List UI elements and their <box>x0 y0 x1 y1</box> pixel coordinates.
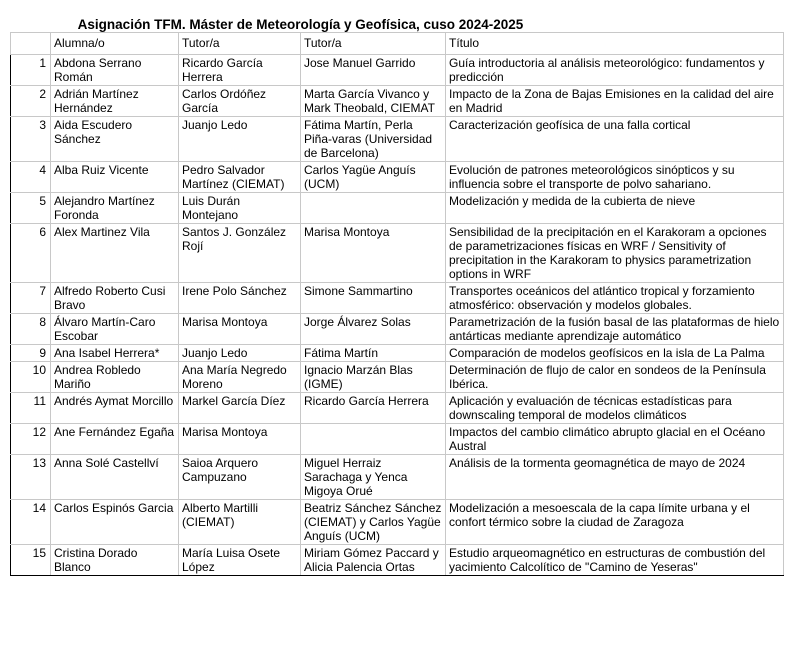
table-row <box>11 500 784 545</box>
thesis-title-cell: Comparación de modelos geofísicos en la isla de La Palma <box>446 345 784 362</box>
student-name-cell: Adrián Martínez Hernández <box>51 86 179 117</box>
student-name-cell: Carlos Espinós Garcia <box>51 500 179 545</box>
student-name-cell: Aida Escudero Sánchez <box>51 117 179 162</box>
tutor-2-cell <box>301 424 446 455</box>
table-row <box>11 345 784 362</box>
thesis-title-cell: Caracterización geofísica de una falla cortical <box>446 117 784 162</box>
student-name-cell: Alfredo Roberto Cusi Bravo <box>51 283 179 314</box>
student-name-cell: Abdona Serrano Román <box>51 55 179 86</box>
thesis-title-cell: Aplicación y evaluación de técnicas estadísticas para downscaling temporal de modelos climáticos <box>446 393 784 424</box>
table-row <box>11 55 784 86</box>
tutor-2-cell: Beatriz Sánchez Sánchez (CIEMAT) y Carlos Yagüe Anguís (UCM) <box>301 500 446 545</box>
header-cell-titulo: Título <box>446 33 784 55</box>
student-name-cell: Anna Solé Castellví <box>51 455 179 500</box>
tutor-2-cell: Marta García Vivanco y Mark Theobald, CIEMAT <box>301 86 446 117</box>
tutor-1-cell: Saioa Arquero Campuzano <box>179 455 301 500</box>
row-number-cell: 14 <box>11 500 51 545</box>
tutor-2-cell: Jorge Álvarez Solas <box>301 314 446 345</box>
student-name-cell: Andrea Robledo Mariño <box>51 362 179 393</box>
student-name-cell: Andrés Aymat Morcillo <box>51 393 179 424</box>
table-row <box>11 283 784 314</box>
tutor-1-cell: Juanjo Ledo <box>179 117 301 162</box>
tutor-2-cell: Fátima Martín, Perla Piña-varas (Universidad de Barcelona) <box>301 117 446 162</box>
tutor-1-cell: Irene Polo Sánchez <box>179 283 301 314</box>
tutor-1-cell: Carlos Ordóñez García <box>179 86 301 117</box>
thesis-title-cell: Sensibilidad de la precipitación en el Karakoram a opciones de parametrizaciones físicas en WRF / Sensitivity of precipitation in the Karakoram to physics parametrization options in WRF <box>446 224 784 283</box>
header-row <box>11 33 784 55</box>
tutor-2-cell: Miriam Gómez Paccard y Alicia Palencia Ortas <box>301 545 446 576</box>
header-cell-num <box>11 33 51 55</box>
tutor-1-cell: Markel García Díez <box>179 393 301 424</box>
student-name-cell: Alejandro Martínez Foronda <box>51 193 179 224</box>
table-row <box>11 224 784 283</box>
tutor-2-cell: Simone Sammartino <box>301 283 446 314</box>
thesis-title-cell: Parametrización de la fusión basal de las plataformas de hielo antárticas mediante aprendizaje automático <box>446 314 784 345</box>
tutor-1-cell: Ricardo García Herrera <box>179 55 301 86</box>
table-row <box>11 86 784 117</box>
table-row <box>11 455 784 500</box>
row-number-cell: 13 <box>11 455 51 500</box>
tutor-1-cell: Alberto Martilli (CIEMAT) <box>179 500 301 545</box>
student-name-cell: Alex Martinez Vila <box>51 224 179 283</box>
row-number-cell: 9 <box>11 345 51 362</box>
row-number-cell: 2 <box>11 86 51 117</box>
header-cell-tutor2: Tutor/a <box>301 33 446 55</box>
thesis-title-cell: Evolución de patrones meteorológicos sinópticos y su influencia sobre el transporte de polvo sahariano. <box>446 162 784 193</box>
thesis-title-cell: Análisis de la tormenta geomagnética de mayo de 2024 <box>446 455 784 500</box>
tutor-1-cell: Pedro Salvador Martínez (CIEMAT) <box>179 162 301 193</box>
tutor-2-cell: Marisa Montoya <box>301 224 446 283</box>
table-row <box>11 162 784 193</box>
table-row <box>11 424 784 455</box>
tutor-1-cell: Luis Durán Montejano <box>179 193 301 224</box>
thesis-title-cell: Estudio arqueomagnético en estructuras de combustión del yacimiento Calcolítico de "Camino de Yeseras" <box>446 545 784 576</box>
table-row <box>11 362 784 393</box>
tutor-2-cell: Jose Manuel Garrido <box>301 55 446 86</box>
thesis-title-cell: Transportes oceánicos del atlántico tropical y forzamiento atmosférico: observación y modelos globales. <box>446 283 784 314</box>
row-number-cell: 5 <box>11 193 51 224</box>
row-number-cell: 10 <box>11 362 51 393</box>
table-row <box>11 193 784 224</box>
title-cell <box>11 11 784 33</box>
row-number-cell: 6 <box>11 224 51 283</box>
tutor-1-cell: Marisa Montoya <box>179 424 301 455</box>
tutor-2-cell: Miguel Herraiz Sarachaga y Yenca Migoya Orué <box>301 455 446 500</box>
row-number-cell: 12 <box>11 424 51 455</box>
title-row <box>11 11 784 33</box>
row-number-cell: 15 <box>11 545 51 576</box>
thesis-title-cell: Modelización a mesoescala de la capa límite urbana y el confort térmico sobre la ciudad de Zaragoza <box>446 500 784 545</box>
row-number-cell: 8 <box>11 314 51 345</box>
row-number-cell: 3 <box>11 117 51 162</box>
tutor-2-cell: Ignacio Marzán Blas (IGME) <box>301 362 446 393</box>
tutor-2-cell: Fátima Martín <box>301 345 446 362</box>
student-name-cell: Alba Ruiz Vicente <box>51 162 179 193</box>
student-name-cell: Cristina Dorado Blanco <box>51 545 179 576</box>
header-cell-alumno: Alumna/o <box>51 33 179 55</box>
tutor-1-cell: María Luisa Osete López <box>179 545 301 576</box>
student-name-cell: Ane Fernández Egaña <box>51 424 179 455</box>
tutor-1-cell: Ana María Negredo Moreno <box>179 362 301 393</box>
tfm-assignment-table <box>10 11 784 576</box>
row-number-cell: 4 <box>11 162 51 193</box>
tutor-1-cell: Marisa Montoya <box>179 314 301 345</box>
thesis-title-cell: Impactos del cambio climático abrupto glacial en el Océano Austral <box>446 424 784 455</box>
thesis-title-cell: Determinación de flujo de calor en sondeos de la Península Ibérica. <box>446 362 784 393</box>
row-number-cell: 1 <box>11 55 51 86</box>
thesis-title-cell: Impacto de la Zona de Bajas Emisiones en la calidad del aire en Madrid <box>446 86 784 117</box>
student-name-cell: Ana Isabel Herrera* <box>51 345 179 362</box>
document-title: Asignación TFM. Máster de Meteorología y Geofísica, cuso 2024-2025 <box>77 17 524 32</box>
table-row <box>11 117 784 162</box>
table-row <box>11 314 784 345</box>
thesis-title-cell: Modelización y medida de la cubierta de nieve <box>446 193 784 224</box>
header-cell-tutor1: Tutor/a <box>179 33 301 55</box>
thesis-title-cell: Guía introductoria al análisis meteorológico: fundamentos y predicción <box>446 55 784 86</box>
tutor-2-cell: Ricardo García Herrera <box>301 393 446 424</box>
tutor-2-cell: Carlos Yagüe Anguís (UCM) <box>301 162 446 193</box>
table-body <box>11 55 784 576</box>
row-number-cell: 7 <box>11 283 51 314</box>
row-number-cell: 11 <box>11 393 51 424</box>
student-name-cell: Álvaro Martín-Caro Escobar <box>51 314 179 345</box>
tutor-1-cell: Juanjo Ledo <box>179 345 301 362</box>
table-row <box>11 393 784 424</box>
tutor-1-cell: Santos J. González Rojí <box>179 224 301 283</box>
table-row <box>11 545 784 576</box>
tutor-2-cell <box>301 193 446 224</box>
spreadsheet <box>10 11 783 576</box>
